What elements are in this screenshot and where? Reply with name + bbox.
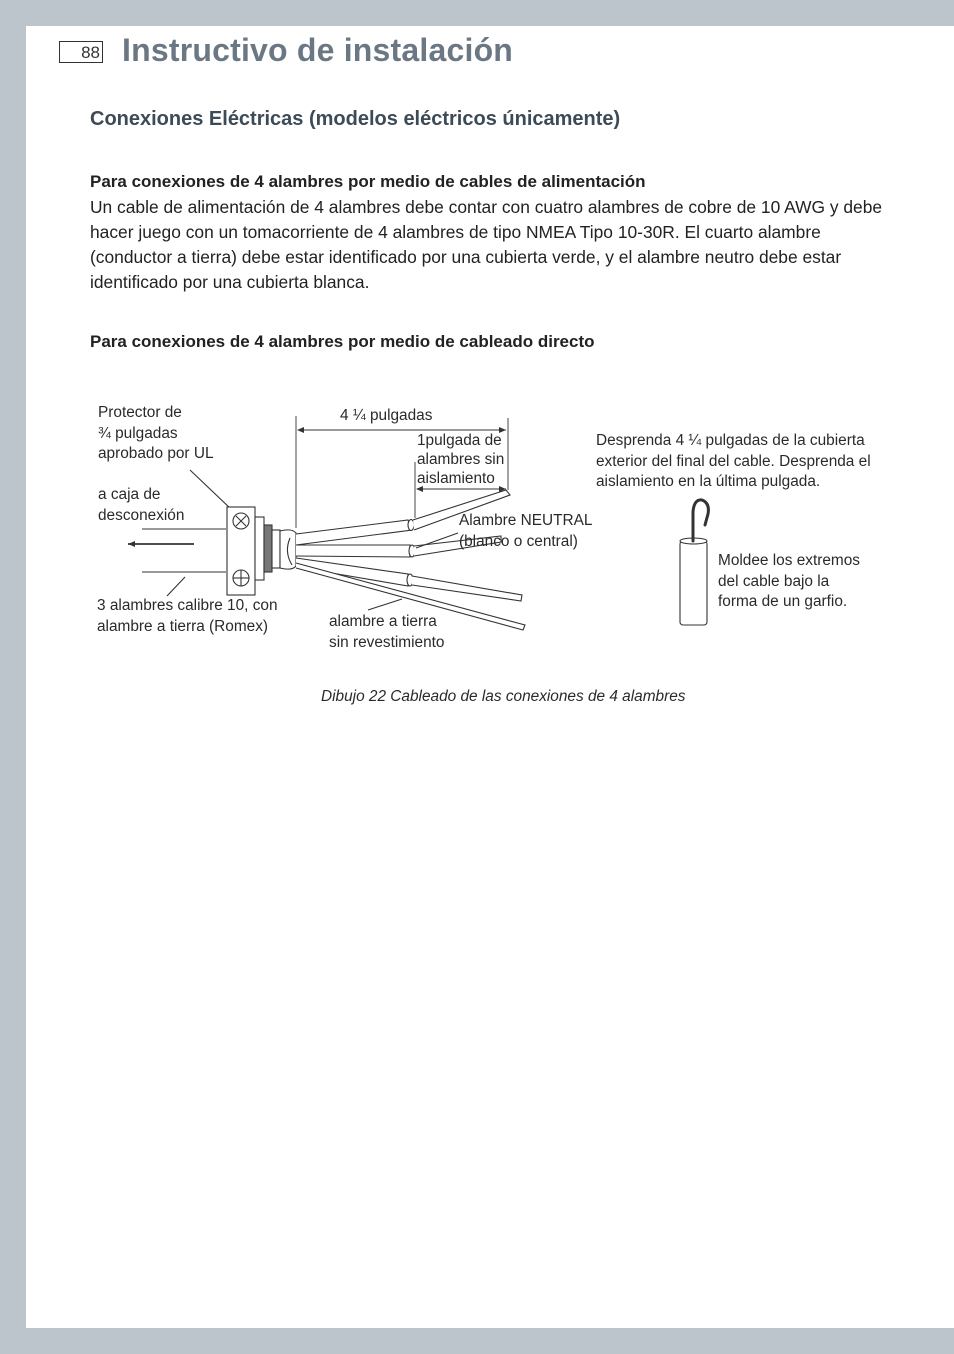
power-cord-heading: Para conexiones de 4 alambres por medio de cables de alimentación (90, 172, 646, 191)
protector-leader (190, 470, 232, 510)
section-heading: Conexiones Eléctricas (modelos eléctricos únicamente) (90, 108, 621, 130)
disconnect-box-label: a caja de desconexión (98, 486, 185, 524)
figure-caption: Dibujo 22 Cableado de las conexiones de 4 alambres (321, 688, 686, 705)
romex-wires-label: 3 alambres calibre 10, con alambre a tierra (Romex) (97, 597, 278, 635)
ground-leader (368, 599, 402, 610)
hook-instructions-label: Moldee los extremos del cable bajo la forma de un garfio. (718, 552, 860, 610)
wires-leader (167, 577, 185, 596)
hook-wire-body (680, 541, 707, 625)
protector-label: Protector de ¾ pulgadas aprobado por UL (98, 404, 214, 462)
dimension-outer-label: 4 ¼ pulgadas (340, 407, 433, 424)
power-cord-paragraph: Un cable de alimentación de 4 alambres debe contar con cuatro alambres de cobre de 10 AWG y debe hacer juego con un tomacorriente de 4 alambres de tipo NMEA Tipo 10-30R. El cuarto alambre (conductor a tierra) debe estar identificado por una cubierta verde, y el alambre neutro debe estar identificado por una cubierta blanca. (90, 197, 883, 292)
neutral-wire-label: Alambre NEUTRAL (blanco o central) (459, 512, 593, 550)
document-page (26, 26, 954, 1328)
ground-wire-label: alambre a tierra sin revestimiento (329, 613, 445, 651)
hook-icon (693, 500, 708, 541)
strip-instructions-label: Desprenda 4 ¼ pulgadas de la cubierta exterior del final del cable. Desprenda el aislamiento en la última pulgada. (596, 432, 871, 490)
direct-wiring-heading: Para conexiones de 4 alambres por medio de cableado directo (90, 332, 595, 351)
page-title: Instructivo de instalación (122, 32, 514, 68)
page-number: 88 (59, 41, 103, 63)
dimension-inner-label: 1pulgada de alambres sin aislamiento (417, 432, 505, 487)
